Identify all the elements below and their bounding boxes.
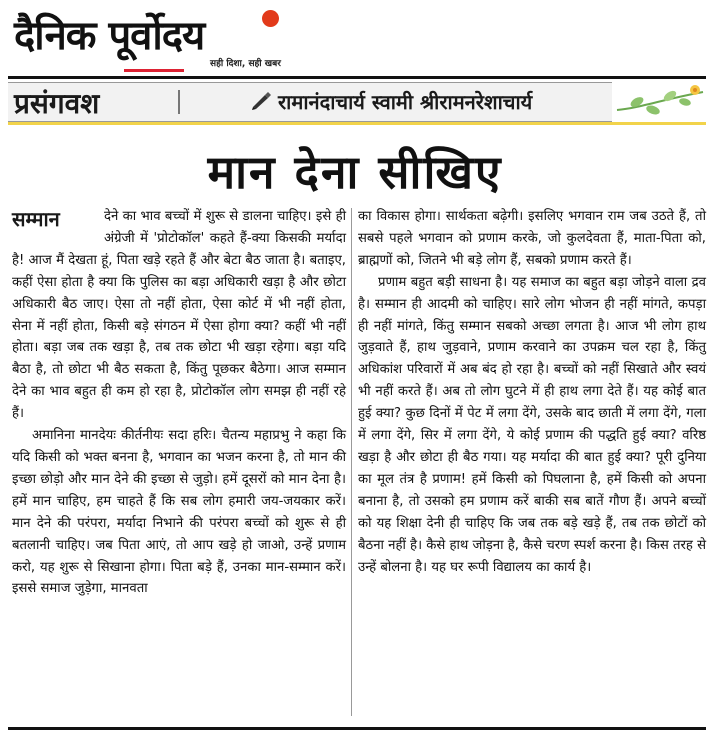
paragraph: का विकास होगा। सार्थकता बढ़ेगी। इसलिए भगवान राम जब उठते हैं, तो सबसे पहले भगवान को प्रणाम करके, जो कुलदेवता हैं, माता-पिता को, ब्राह्मणों को, जितने भी बड़े लोग हैं, सबको प्रणाम करते हैं। [358, 209, 706, 268]
masthead-dot-icon [262, 10, 279, 27]
paragraph: प्रणाम बहुत बड़ी साधना है। यह समाज का बहुत बड़ा जोड़ने वाला द्रव है। सम्मान ही आदमी को चाहिए। सारे लोग भोजन ही नहीं मांगते, कपड़ा ही नहीं मांगते, किंतु सम्मान सबको अच्छा लगता है। आज भी लोग हाथ जुड़वाते हैं, हाथ जुड़वाने, प्रणाम करवाने का उपक्रम चल रहा है, किंतु अधिकांश परिवारों में अब बंद हो रहा है। बच्चों को नहीं सिखाते और स्वयं भी नहीं करते हैं। अब तो लोग घुटने में ही हाथ लगा देते हैं। यह कोई बात हुई क्या? कुछ दिनों में पेट में लगा देंगे, उसके बाद छाती में लगा देंगे, गला में लगा देंगे, सिर में लगा देंगे, ये कोई प्रणाम की पद्धति हुई क्या? वरिष्ठ खड़ा है और छोटा ही बैठ गया। यह मर्यादा की बात हुई क्या? पूरी दुनिया का मूल तंत्र है प्रणाम! हमें किसी को पिघलाना है, हमें किसी को अपना बनाना है, तो उसको हम प्रणाम करें बाकी सब बातें गौण हैं। अपने बच्चों को यह शिक्षा देनी ही चाहिए कि जब तक बड़े खड़े हैं, तब तक छोटों को बैठना नहीं है। कैसे हाथ जोड़ना है, कैसे चरण स्पर्श करना है। किस तरह से उन्हें बोलना है। यह घर रूपी विद्यालय का कार्य है। [358, 274, 706, 575]
article-column-right [358, 206, 706, 578]
article-kicker: सम्मान [12, 207, 60, 231]
accent-rule [8, 122, 706, 125]
masthead [12, 6, 282, 70]
paragraph: देने का भाव बच्चों में शुरू से डालना चाहिए। इसे ही अंग्रेजी में 'प्रोटोकॉल' कहते हैं-क्या किसकी मर्यादा है! आज मैं देखता हूं, पिता खड़े रहते हैं और बेटा बैठ जाता है। बताइए, कहीं ऐसा होता है क्या कि पुलिस का बड़ा अधिकारी खड़ा है और छोटा अधिकारी बैठ जाए। ऐसा तो नहीं होता, ऐसा कोर्ट में भी नहीं होता, सेना में नहीं होता, किसी बड़े संगठन में ऐसा होगा क्या? कहीं भी नहीं होता। बड़ा जब तक खड़ा है, तब तक छोटा भी खड़ा रहेगा। बड़ा यदि बैठा है, तो छोटा भी बैठ सकता है, किंतु पूछकर बैठेगा। आज सम्मान देने का भाव बहुत ही कम हो रहा है, प्रोटोकॉल लोग समझ ही नहीं रहे हैं। [12, 209, 346, 422]
paragraph: अमानिना मानदेयः कीर्तनीयः सदा हरिः। चैतन्य महाप्रभु ने कहा कि यदि किसी को भक्त बनना है, भगवान का भजन करना है, तो मान की इच्छा छोड़ो और मान देने की इच्छा से जुड़ो। हमें दूसरों को मान देना है। हमें मान चाहिए, हम चाहते हैं कि सब लोग हमारी जय-जयकार करें। मान देने की परंपरा, मर्यादा निभाने की परंपरा बच्चों को शुरू से ही बतलानी चाहिए। जब पिता आएं, तो आप खड़े हो जाओ, उन्हें प्रणाम करो, यह शुरू से सिखाना होगा। पिता बड़े हैं, उनका मान-सम्मान करें। इससे समाज जुड़ेगा, मानवता [12, 428, 346, 597]
section-divider [178, 90, 180, 114]
column-divider [351, 208, 352, 716]
pen-icon [251, 90, 273, 110]
newspaper-title: दैनिक पूर्वोदय [14, 13, 205, 59]
article-headline: मान देना सीखिए [207, 145, 503, 199]
section-label: प्रसंगवश [14, 87, 100, 120]
bottom-rule [8, 727, 706, 730]
newspaper-tagline: सही दिशा, सही खबर [210, 59, 281, 69]
flower-ornament-icon [615, 80, 705, 120]
top-rule [8, 76, 706, 79]
article-column-left [12, 206, 346, 600]
author-byline: रामानंदाचार्य स्वामी श्रीरामनरेशाचार्य [278, 90, 533, 114]
masthead-accent-bar [124, 69, 184, 72]
